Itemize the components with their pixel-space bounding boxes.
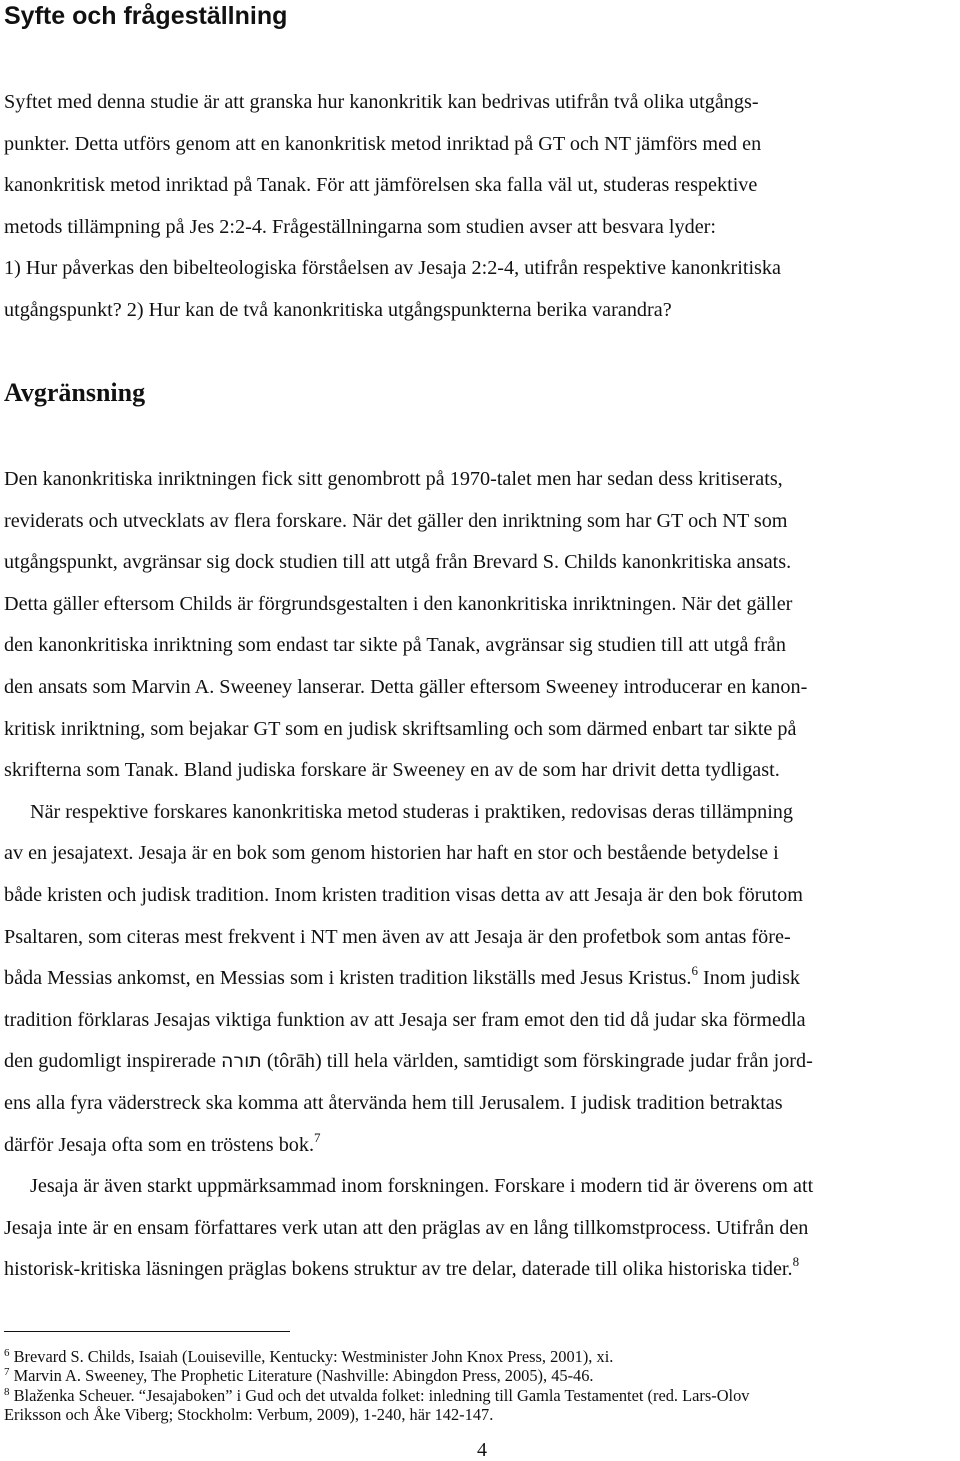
- footnote-ref-7: 7: [314, 1129, 321, 1145]
- text-line: kanonkritisk metod inriktad på Tanak. För att jämförelsen ska falla väl ut, studeras respektive: [4, 174, 758, 197]
- text-line: 1) Hur påverkas den bibelteologiska förståelsen av Jesaja 2:2-4, utifrån respektive kanonkritiska: [4, 257, 781, 280]
- text-line: Jesaja inte är en ensam författares verk utan att den präglas av en lång tillkomstprocess. Utifrån den: [4, 1216, 809, 1239]
- text-segment: den gudomligt inspirerade: [4, 1050, 221, 1073]
- text-line-with-hebrew: [4, 1041, 956, 1083]
- footnote-text: Marvin A. Sweeney, The Prophetic Literature (Nashville: Abingdon Press, 2005), 45-46.: [9, 1366, 594, 1386]
- text-line: tradition förklaras Jesajas viktiga funktion av att Jesaja ser fram emot den tid då judar ska förmedla: [4, 1008, 806, 1031]
- heading-avgransning: Avgränsning: [4, 378, 146, 407]
- text-line: kritisk inriktning, som bejakar GT som en judisk skriftsamling och som därmed enbart tar sikte på: [4, 717, 797, 740]
- text-line: Detta gäller eftersom Childs är förgrundsgestalten i den kanonkritiska inriktningen. När det gäller: [4, 592, 793, 615]
- footnote-8-continued: [4, 1405, 956, 1424]
- paragraph-syfte: [4, 82, 956, 332]
- text-segment: därför Jesaja ofta som en tröstens bok.: [4, 1133, 315, 1156]
- paragraph-avgransning-1: [4, 459, 956, 1291]
- footnote-number: 8: [4, 1385, 10, 1398]
- text-line: Psaltaren, som citeras mest frekvent i NT men även av att Jesaja är den profetbok som antas före-: [4, 925, 791, 948]
- text-line: både kristen och judisk tradition. Inom kristen tradition visas detta av att Jesaja är den bok förutom: [4, 883, 803, 906]
- text-line: punkter. Detta utförs genom att en kanonkritisk metod inriktad på GT och NT jämförs med en: [4, 132, 762, 155]
- text-line: Jesaja är även starkt uppmärksammad inom forskningen. Forskare i modern tid är överens om att: [30, 1175, 814, 1198]
- text-line-with-footnote: [4, 1125, 956, 1167]
- footnote-number: 7: [4, 1366, 10, 1379]
- text-line: utgångspunkt? 2) Hur kan de två kanonkritiska utgångspunkterna berika varandra?: [4, 298, 672, 321]
- footnote-text: Brevard S. Childs, Isaiah (Louiseville, Kentucky: Westminister John Knox Press, 2001), xi.: [9, 1347, 614, 1366]
- text-line: utgångspunkt, avgränsar sig dock studien till att utgå från Brevard S. Childs kanonkritiska ansats.: [4, 551, 792, 574]
- text-line: ens alla fyra väderstreck ska komma att återvända hem till Jerusalem. I judisk tradition betraktas: [4, 1091, 783, 1114]
- text-line: den ansats som Marvin A. Sweeney lanserar. Detta gäller eftersom Sweeney introducerar en kanon-: [4, 675, 808, 698]
- page-number: 4: [477, 1439, 487, 1461]
- footnote-text: Blaženka Scheuer. “Jesajaboken” i Gud och det utvalda folket: inledning till Gamla Testamentet (red. Lars-Olov: [9, 1385, 750, 1405]
- text-segment: Inom judisk: [697, 967, 801, 990]
- text-line: Syftet med denna studie är att granska hur kanonkritik kan bedrivas utifrån två olika utgångs-: [4, 91, 759, 113]
- footnote-8: [4, 1386, 956, 1405]
- footnote-number: 6: [4, 1347, 10, 1359]
- text-line-with-footnote: [4, 1249, 956, 1291]
- text-line: metods tillämpning på Jes 2:2-4. Frågeställningarna som studien avser att besvara lyder:: [4, 215, 717, 238]
- text-line: Den kanonkritiska inriktningen fick sitt genombrott på 1970-talet men har sedan dess kritiserats,: [4, 468, 783, 490]
- footnote-7: [4, 1366, 956, 1385]
- footnote-ref-6: 6: [691, 963, 698, 979]
- footnote-separator: [4, 1331, 290, 1332]
- heading-syfte: Syfte och frågeställning: [4, 2, 288, 30]
- text-segment: båda Messias ankomst, en Messias som i kristen tradition likställs med Jesus Kristus.: [4, 967, 692, 990]
- text-segment: historisk-kritiska läsningen präglas bokens struktur av tre delar, daterade till olika historiska tider.: [4, 1258, 793, 1281]
- text-line-with-footnote: [4, 958, 956, 1000]
- text-line: skrifterna som Tanak. Bland judiska forskare är Sweeney en av de som har drivit detta tydligast.: [4, 759, 780, 782]
- text-line: den kanonkritiska inriktning som endast tar sikte på Tanak, avgränsar sig studien till att utgå från: [4, 634, 786, 657]
- text-line: av en jesajatext. Jesaja är en bok som genom historien har haft en stor och bestående betydelse i: [4, 842, 779, 865]
- footnote-6: [4, 1347, 956, 1366]
- text-line: reviderats och utvecklats av flera forskare. När det gäller den inriktning som har GT och NT som: [4, 509, 788, 532]
- text-segment: (tôrāh) till hela världen, samtidigt som förskingrade judar från jord-: [261, 1050, 813, 1073]
- text-line: När respektive forskares kanonkritiska metod studeras i praktiken, redovisas deras tillämpning: [30, 800, 793, 823]
- footnote-text: Eriksson och Åke Viberg; Stockholm: Verbum, 2009), 1-240, här 142-147.: [4, 1404, 494, 1424]
- footnotes: [4, 1347, 956, 1424]
- hebrew-word: תורה: [220, 1050, 262, 1073]
- footnote-ref-8: 8: [792, 1254, 800, 1270]
